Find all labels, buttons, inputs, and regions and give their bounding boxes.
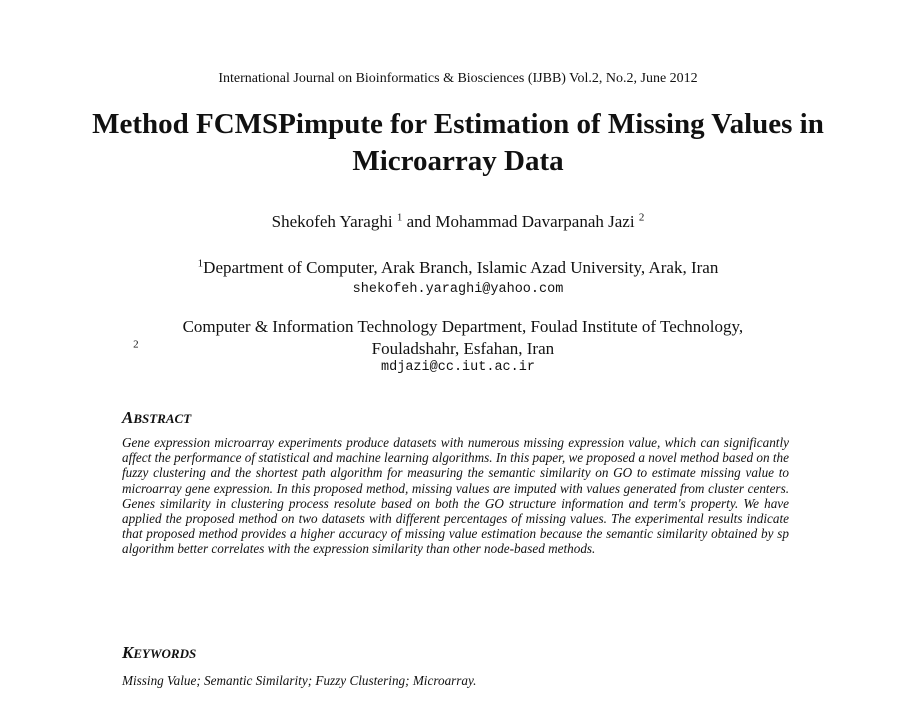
affiliation-1-text: Department of Computer, Arak Branch, Islamic Azad University, Arak, Iran — [203, 258, 719, 277]
keywords-heading — [122, 643, 196, 663]
affiliation-2-superscript: 2 — [133, 338, 139, 351]
affiliation-2-email: mdjazi@cc.iut.ac.ir — [381, 360, 535, 375]
affiliation-2-text: Computer & Information Technology Department, Foulad Institute of Technology, Fouladshahr, Esfahan, Iran — [182, 317, 744, 358]
keywords-heading-initial: K — [122, 643, 134, 662]
keywords-text: Missing Value; Semantic Similarity; Fuzzy Clustering; Microarray. — [122, 673, 477, 688]
keywords-heading-rest: EYWORDS — [133, 646, 197, 661]
abstract-heading-initial: A — [122, 408, 134, 427]
abstract-heading-rest: BSTRACT — [133, 411, 192, 426]
author-2-name: Mohammad Davarpanah Jazi — [435, 212, 635, 231]
affiliation-1-superscript: 1 — [197, 257, 204, 270]
author-1-name: Shekofeh Yaraghi — [271, 212, 393, 231]
author-1-superscript: 1 — [396, 211, 403, 224]
paper-title: Method FCMSPimpute for Estimation of Missing Values in Microarray Data — [92, 108, 824, 177]
affiliation-1-email: shekofeh.yaraghi@yahoo.com — [352, 282, 564, 297]
affiliation-1 — [0, 257, 916, 279]
abstract-heading — [122, 408, 191, 428]
journal-header: International Journal on Bioinformatics & Biosciences (IJBB) Vol.2, No.2, June 2012 — [218, 71, 698, 86]
author-line — [0, 212, 916, 232]
affiliation-2 — [0, 316, 916, 360]
author-conjunction: and — [406, 212, 432, 231]
author-2-superscript: 2 — [638, 211, 645, 224]
abstract-text: Gene expression microarray experiments produce datasets with numerous missing expression value, which can significantly affect the performance of statistical and machine learning algorithms. In this paper, we proposed a novel method based on the fuzzy clustering and the shortest path algorithm for measuring the semantic similarity on GO to estimate missing value to microarray gene expression. In this proposed method, missing values are imputed with values generated from cluster centers. Genes similarity in clustering process resolute based on both the GO structure information and term's property. We have applied the proposed method on two datasets with different percentages of missing values. The experimental results indicate that proposed method provides a higher accuracy of missing value estimation because the semantic similarity obtained by sp algorithm better correlates with the expression similarity than other node-based methods. — [122, 435, 789, 557]
